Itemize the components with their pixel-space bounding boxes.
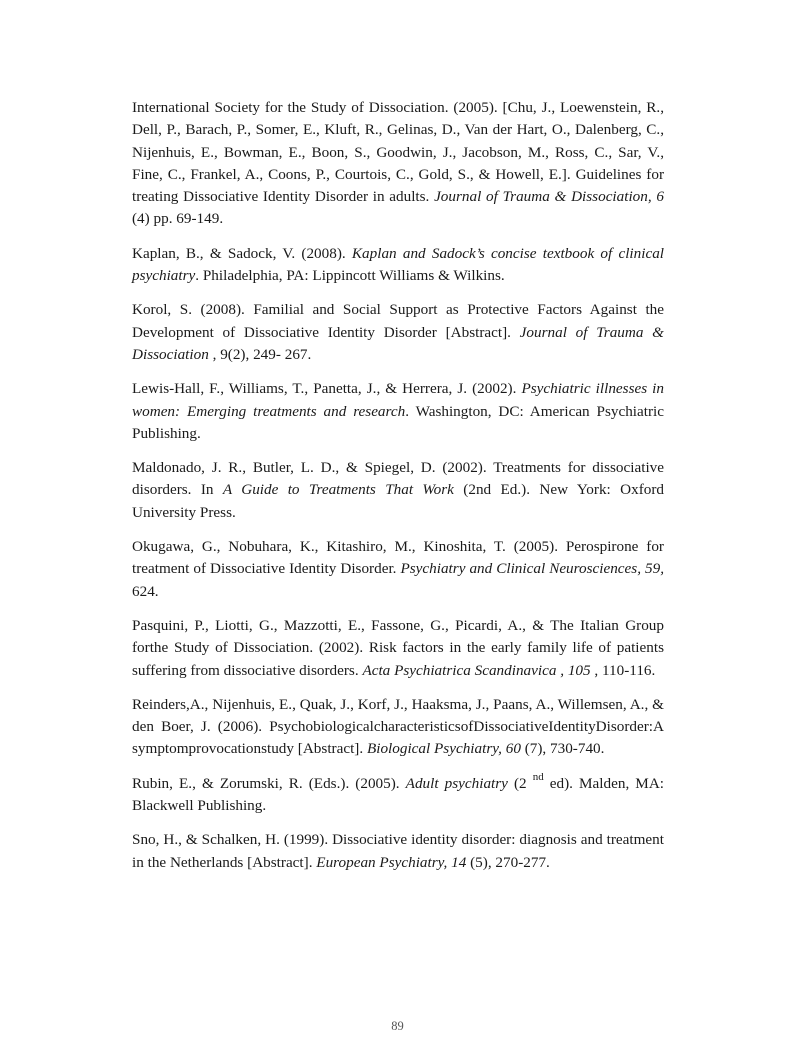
reference-text: , 110-116. bbox=[590, 661, 656, 679]
reference-text: Sno, H., & Schalken, H. (1999). Dissociative identity disorder: diagnosis and treatment in the Netherlands [Abstract]. bbox=[132, 831, 664, 871]
reference-entry bbox=[132, 299, 664, 366]
reference-title: Journal of Trauma & Dissociation bbox=[132, 323, 664, 363]
reference-text: (4) pp. 69-149. bbox=[132, 210, 224, 228]
reference-text: 624. bbox=[132, 582, 159, 600]
reference-text: . Washington, DC: American Psychiatric Publishing. bbox=[132, 402, 664, 442]
reference-text: (7), 730-740. bbox=[520, 740, 605, 758]
reference-title: Psychiatric illnesses in women: Emerging treatments and research bbox=[132, 380, 664, 420]
reference-entry bbox=[132, 457, 664, 524]
reference-title: Psychiatry and Clinical Neurosciences, 59, bbox=[400, 560, 664, 578]
reference-entry bbox=[132, 97, 664, 231]
reference-text: Pasquini, P., Liotti, G., Mazzotti, E., Fassone, G., Picardi, A., & The Italian Group forthe Study of Dissociation. (2002). Risk factors in the early family life of patients suffering from dissociative disorders. bbox=[132, 616, 664, 679]
reference-text: (2 bbox=[507, 774, 533, 792]
reference-entry bbox=[132, 378, 664, 445]
reference-title: Acta Psychiatrica Scandinavica , 105 bbox=[362, 661, 591, 679]
reference-text: . Philadelphia, PA: Lippincott Williams & Wilkins. bbox=[195, 267, 505, 285]
reference-text: Kaplan, B., & Sadock, V. (2008). bbox=[132, 244, 352, 262]
reference-title: European Psychiatry, 14 bbox=[316, 853, 467, 871]
reference-entry bbox=[132, 615, 664, 682]
reference-text: (5), 270-277. bbox=[466, 853, 550, 871]
reference-text: Reinders,A., Nijenhuis, E., Quak, J., Korf, J., Haaksma, J., Paans, A., Willemsen, A., & den Boer, J. (2006). PsychobiologicalcharacteristicsofDissociativeIdentityDisorder:A symptomprovocationstudy [Abstract]. bbox=[132, 695, 664, 758]
reference-text: Lewis-Hall, F., Williams, T., Panetta, J., & Herrera, J. (2002). bbox=[132, 380, 522, 398]
reference-title: Journal of Trauma & Dissociation, 6 bbox=[434, 188, 664, 206]
reference-entry bbox=[132, 829, 664, 874]
reference-text: , 9(2), 249- 267. bbox=[208, 345, 312, 363]
page-number: 89 bbox=[391, 1019, 404, 1033]
reference-entry bbox=[132, 770, 665, 818]
reference-entry bbox=[132, 694, 664, 761]
reference-list bbox=[132, 97, 664, 886]
reference-superscript: nd bbox=[532, 770, 544, 783]
reference-title: Adult psychiatry bbox=[405, 774, 508, 792]
reference-entry bbox=[132, 243, 664, 288]
reference-text: (2nd Ed.). New York: Oxford University Press. bbox=[132, 481, 664, 521]
reference-entry bbox=[132, 536, 664, 603]
reference-title: Kaplan and Sadock’s concise textbook of clinical psychiatry bbox=[132, 244, 665, 285]
reference-text: International Society for the Study of Dissociation. (2005). [Chu, J., Loewenstein, R., Dell, P., Barach, P., Somer, E., Kluft, R., Gelinas, D., Van der Hart, O., Dalenberg, C., Nijenhuis, E., Bowman, E., Boon, S., Goodwin, J., Jacobson, M., Ross, C., Sar, V., Fine, C., Frankel, A., Coons, P., Courtois, C., Gold, S., & Howell, E.]. Guidelines for treating Dissociative Identity Disorder in adults. bbox=[132, 99, 664, 206]
reference-text: Maldonado, J. R., Butler, L. D., & Spiegel, D. (2002). Treatments for dissociative disorders. In bbox=[132, 459, 664, 499]
reference-text: Korol, S. (2008). Familial and Social Support as Protective Factors Against the Development of Dissociative Identity Disorder [Abstract]. bbox=[132, 301, 664, 341]
reference-text: Rubin, E., & Zorumski, R. (Eds.). (2005). bbox=[132, 774, 406, 792]
reference-text: ed). Malden, MA: Blackwell Publishing. bbox=[132, 774, 665, 815]
reference-title: Biological Psychiatry, 60 bbox=[366, 740, 521, 758]
reference-title: A Guide to Treatments That Work bbox=[222, 481, 454, 499]
reference-text: Okugawa, G., Nobuhara, K., Kitashiro, M., Kinoshita, T. (2005). Perospirone for treatment of Dissociative Identity Disorder. bbox=[132, 538, 664, 578]
